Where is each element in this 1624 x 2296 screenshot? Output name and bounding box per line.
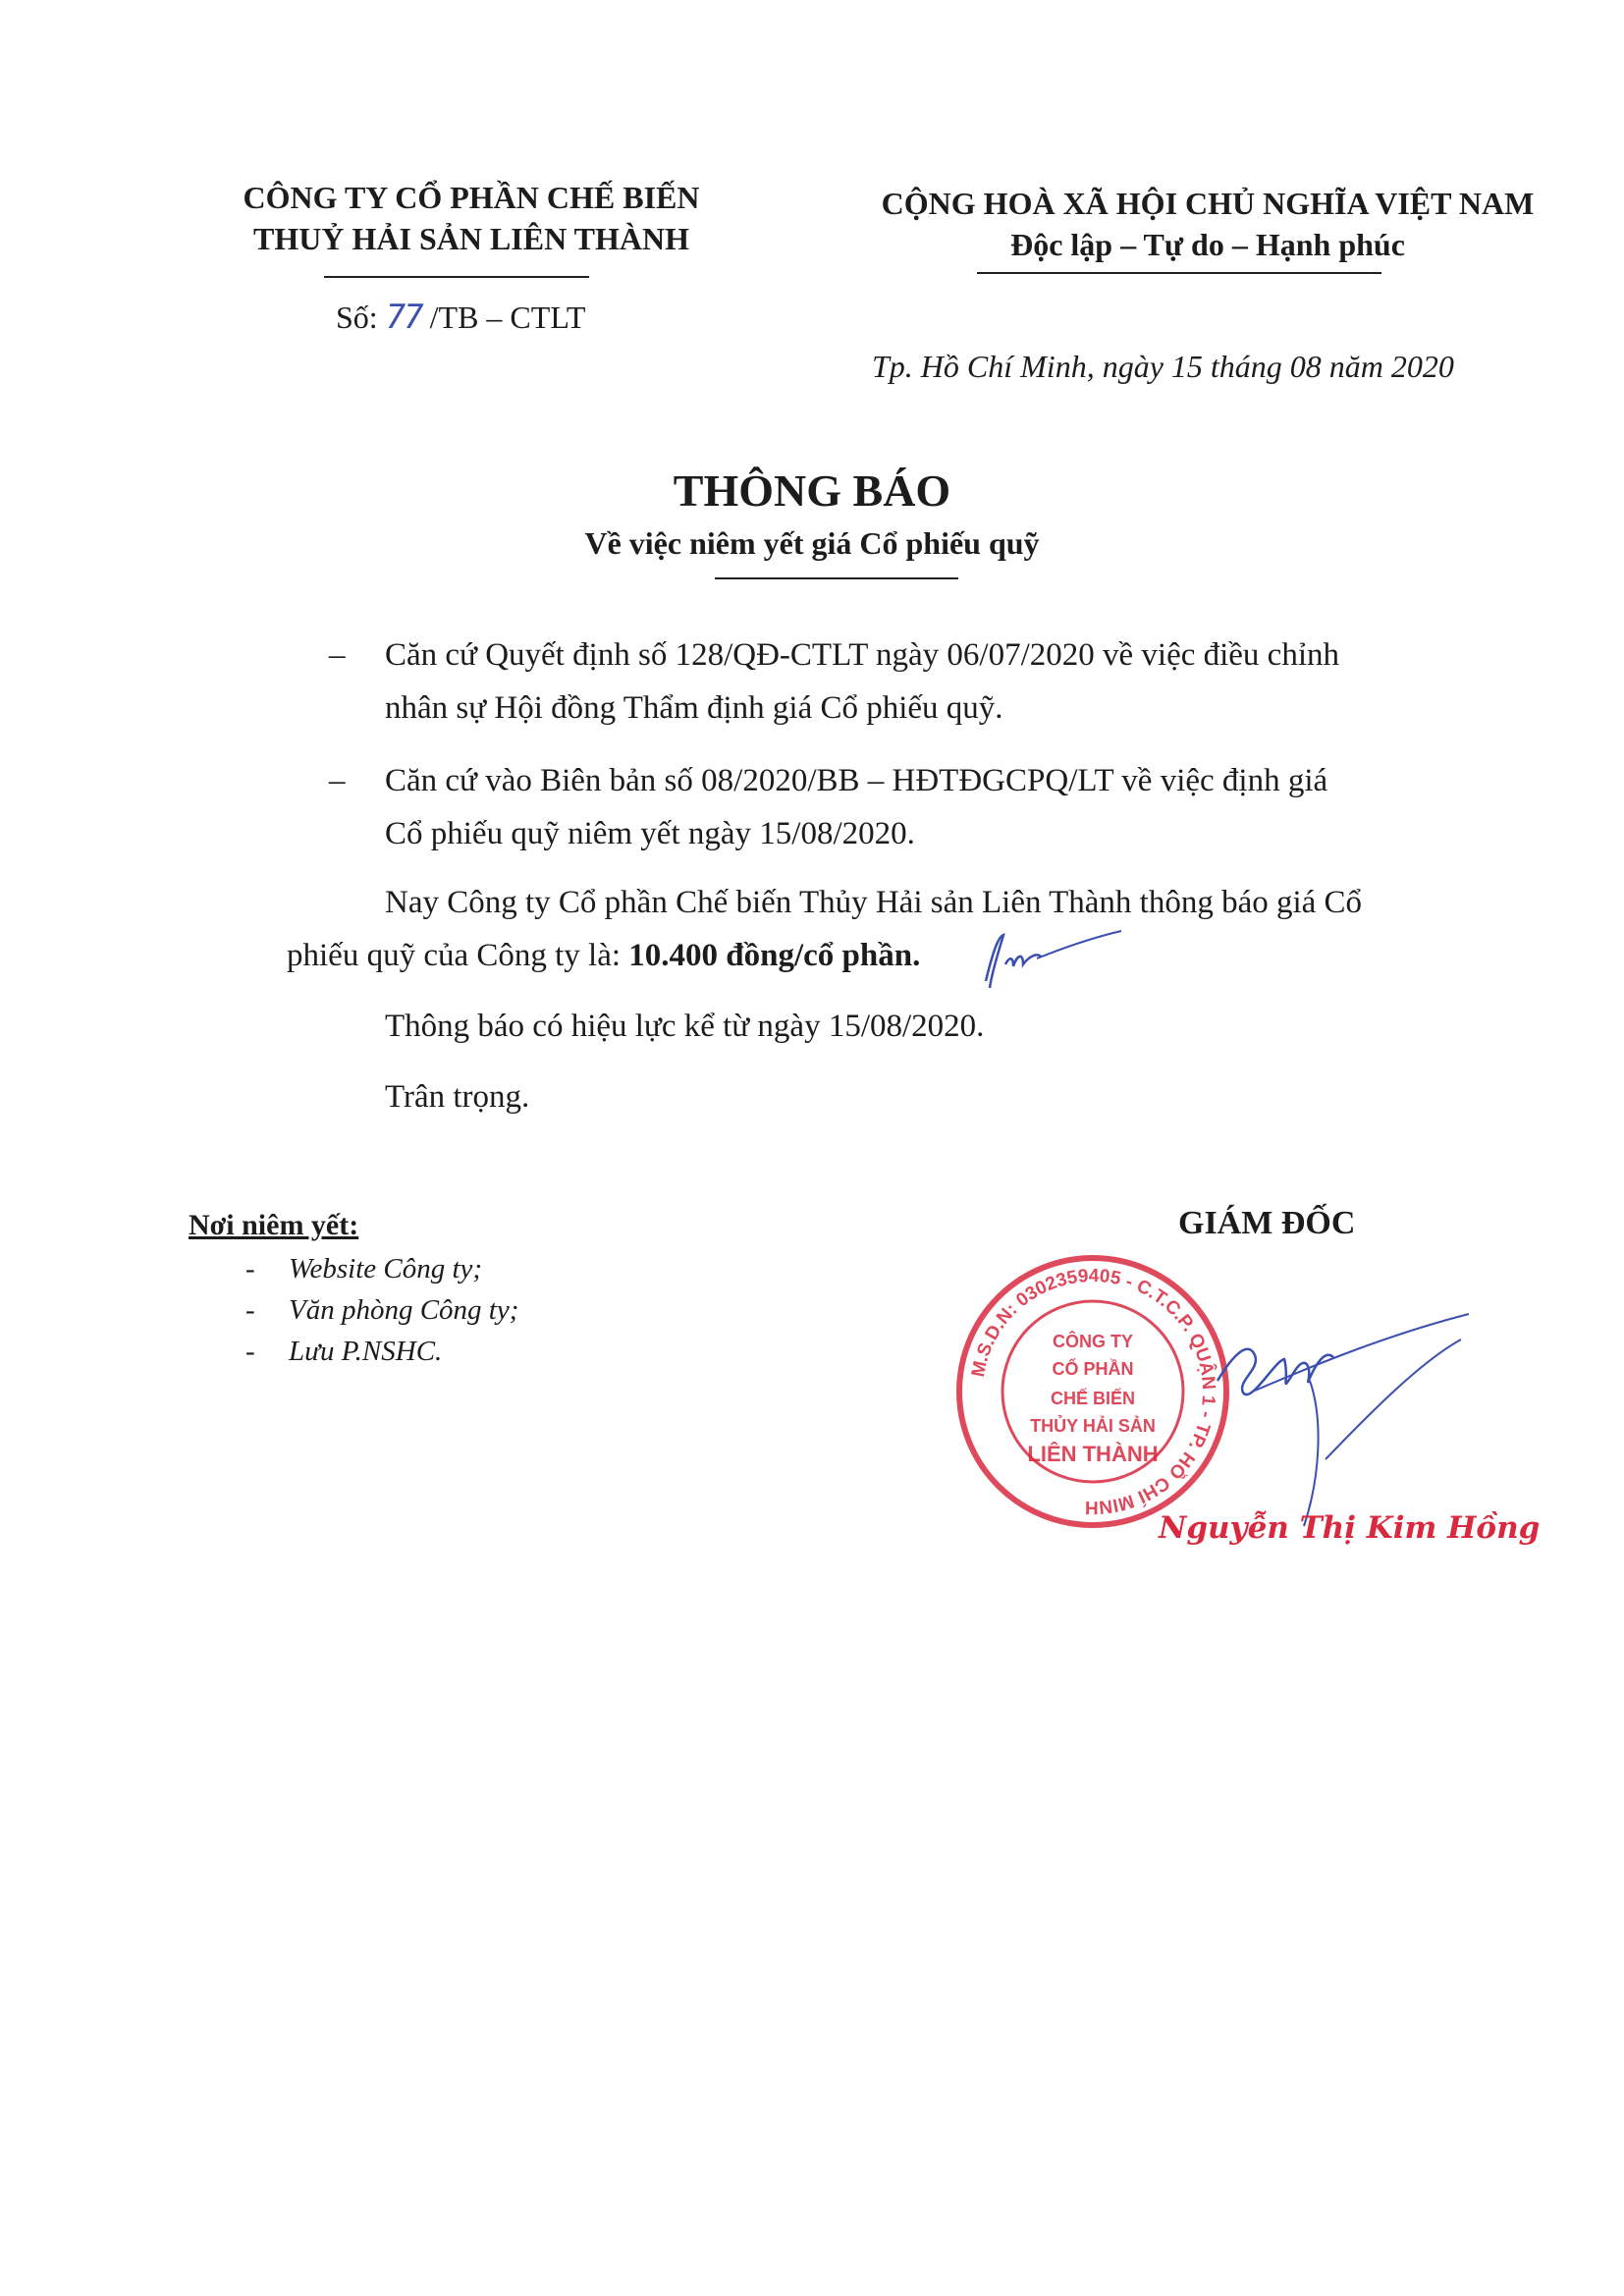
nation-header <box>835 183 1581 265</box>
recipient-item-2: Văn phòng Công ty; <box>289 1294 519 1326</box>
recipients-heading: Nơi niêm yết: <box>189 1209 359 1241</box>
seal-line-3: CHẾ BIẾN <box>1050 1389 1136 1408</box>
basis-item-2-line2: Cổ phiếu quỹ niêm yết ngày 15/08/2020. <box>385 816 915 851</box>
closing-remark: Trân trọng. <box>385 1079 530 1115</box>
page-subtitle: Về việc niêm yết giá Cổ phiếu quỹ <box>584 525 1040 561</box>
announcement-line2 <box>287 929 920 982</box>
recipient-item-1: Website Công ty; <box>289 1253 483 1285</box>
basis-dash-2: – <box>329 763 346 798</box>
nation-header-rule <box>977 272 1381 274</box>
seal-line-5: LIÊN THÀNH <box>1027 1442 1159 1466</box>
seal-line-4: THỦY HẢI SẢN <box>1030 1416 1156 1436</box>
basis-item-1-line1: Căn cứ Quyết định số 128/QĐ-CTLT ngày 06/07/2020 về việc điều chỉnh <box>385 637 1340 673</box>
basis-item-2-line1: Căn cứ vào Biên bản số 08/2020/BB – HĐTĐGCPQ/LT về việc định giá <box>385 763 1328 798</box>
company-name-line2: THUỶ HẢI SẢN LIÊN THÀNH <box>253 221 689 256</box>
nation-motto: Độc lập – Tự do – Hạnh phúc <box>1010 227 1405 262</box>
recipient-item-3: Lưu P.NSHC. <box>289 1336 443 1367</box>
document-number-suffix: /TB – CTLT <box>429 300 586 335</box>
recipient-dash-2: - <box>245 1294 255 1326</box>
basis-item-2 <box>385 754 1465 860</box>
company-seal <box>950 1249 1235 1534</box>
company-name-line1: CÔNG TY CỔ PHẦN CHẾ BIẾN <box>243 180 700 215</box>
basis-item-1-line2: nhân sự Hội đồng Thẩm định giá Cổ phiếu quỹ. <box>385 690 1003 726</box>
recipient-dash-1: - <box>245 1253 255 1285</box>
price-value: 10.400 đồng/cổ phần. <box>628 938 921 973</box>
document-number-prefix: Số: <box>336 300 378 335</box>
initials-mark <box>978 927 1125 996</box>
effective-date: Thông báo có hiệu lực kể từ ngày 15/08/2020. <box>385 1009 985 1044</box>
handwritten-signature <box>1216 1312 1471 1528</box>
announcement-line1: Nay Công ty Cổ phần Chế biến Thủy Hải sản Liên Thành thông báo giá Cổ <box>385 885 1363 920</box>
signatory-name: Nguyễn Thị Kim Hồng <box>1159 1510 1541 1546</box>
page-title: THÔNG BÁO <box>673 465 951 516</box>
seal-line-1: CÔNG TY <box>1052 1332 1134 1351</box>
company-header-rule <box>324 276 589 278</box>
document-number-handwritten: 77 <box>385 298 422 337</box>
seal-line-2: CỔ PHẦN <box>1052 1359 1134 1379</box>
signatory-title: GIÁM ĐỐC <box>1178 1205 1356 1241</box>
company-header <box>177 177 766 259</box>
nation-name: CỘNG HOÀ XÃ HỘI CHỦ NGHĨA VIỆT NAM <box>881 186 1535 221</box>
basis-dash-1: – <box>329 637 346 673</box>
seal-ring-text: M.S.D.N: 0302359405 - C.T.C.P. QUẬN 1 - TP. HỒ CHÍ MINH <box>967 1265 1219 1518</box>
recipient-dash-3: - <box>245 1336 255 1367</box>
document-number <box>336 297 585 338</box>
basis-item-1 <box>385 629 1465 735</box>
title-rule <box>715 577 958 579</box>
announcement-line2-prefix: phiếu quỹ của Công ty là: <box>287 938 629 973</box>
place-date: Tp. Hồ Chí Minh, ngày 15 tháng 08 năm 2020 <box>872 349 1454 384</box>
